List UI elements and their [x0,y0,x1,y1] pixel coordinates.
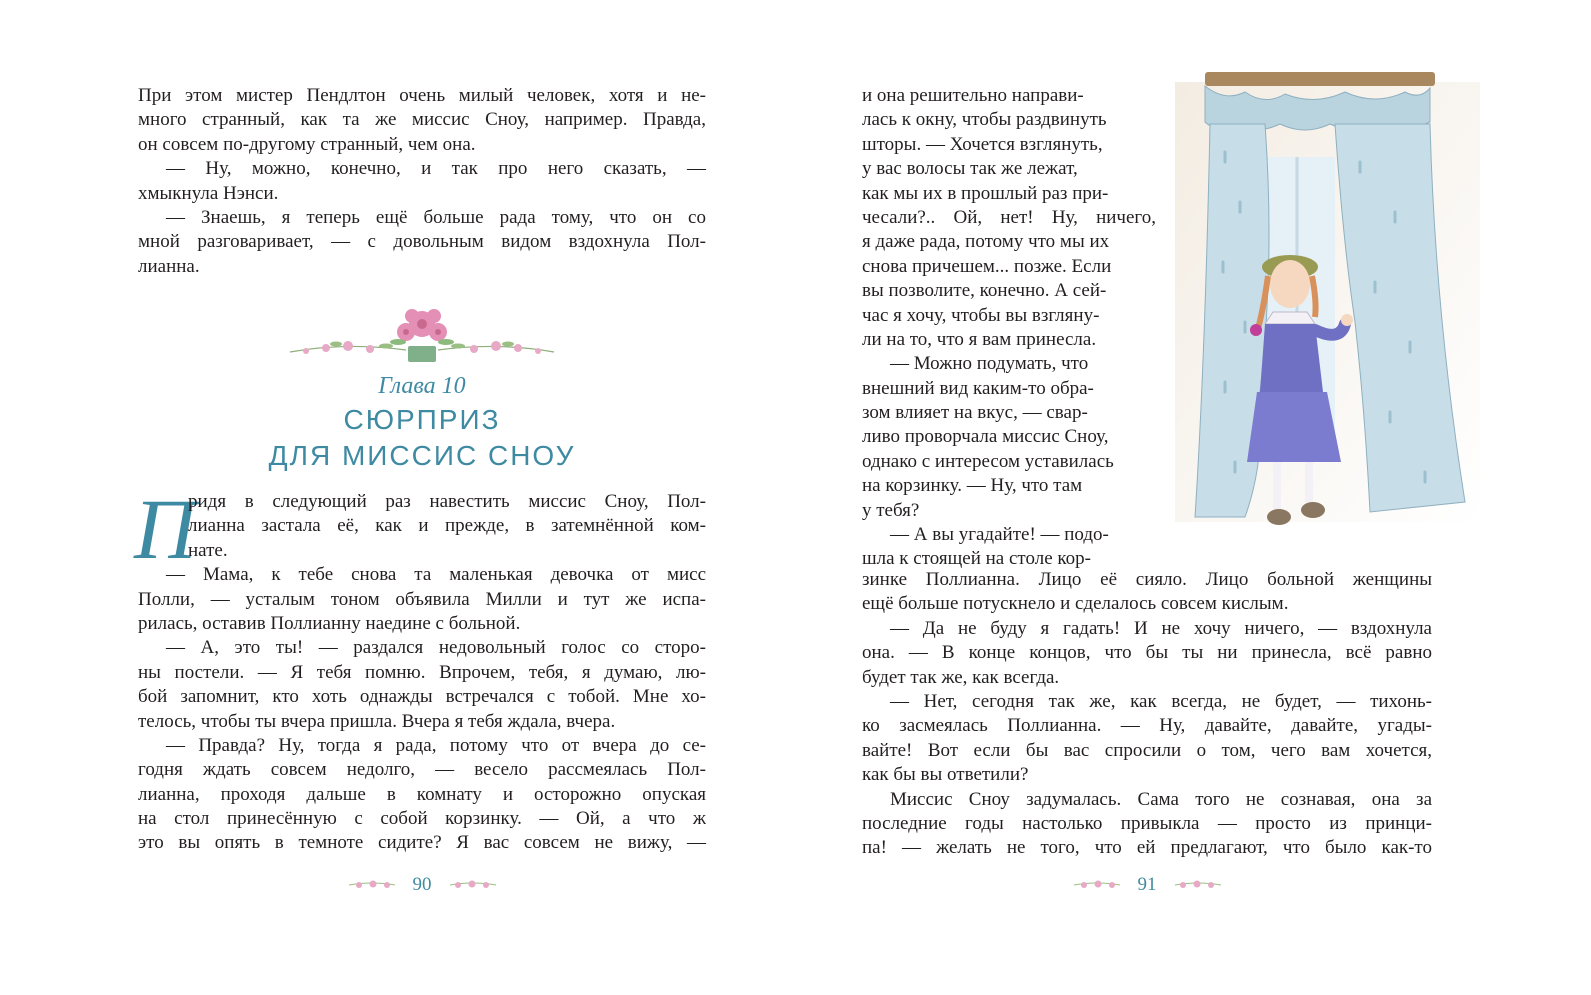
text-line: бой запомнит, кто хоть однажды встречался с тобой. Мне хо- [138,686,706,708]
text-line: — Мама, к тебе снова та маленькая девочка от мисс [166,564,706,586]
text-line: зом влияет на вкус, — свар- [862,402,1088,424]
text-line: ли на то, что я вам принесла. [862,328,1097,350]
text-line: нате. [188,539,228,561]
text-line: и она решительно направи- [862,85,1084,106]
chapter-title-line-2: ДЛЯ МИССИС СНОУ [268,440,576,471]
text-line: Миссис Сноу задумалась. Сама того не сознавая, она за [890,788,1432,810]
text-line: лианна застала её, как и прежде, в затемнённой ком- [188,515,706,537]
text-line: — Можно подумать, что [890,353,1089,375]
text-line: — Ну, можно, конечно, и так про него сказать, — [166,158,706,180]
text-line: на стол принесённую с собой корзинку. — Ой, а что ж [138,808,706,830]
text-line: я даже рада, потому что мы их [862,231,1110,253]
text-line: — Правда? Ну, тогда я рада, потому что от вчера до се- [166,734,706,756]
text-line: хмыкнула Нэнси. [138,182,279,204]
text-line: ны постели. — Я тебя помню. Впрочем, тебя, я думаю, лю- [138,661,706,683]
text-line: чесали?.. Ой, нет! Ну, ничего, [862,206,1156,228]
text-line: па! — желать не того, что ей предлагают, что было как-то [862,837,1432,859]
text-line: будет так же, как всегда. [862,666,1060,688]
right-paragraph-2 [862,568,1432,861]
text-line: лась к окну, чтобы раздвинуть [862,109,1107,131]
text-line: годня ждать совсем недолго, — весело рассмеялась Пол- [138,759,706,781]
text-line: вы позволите, конечно. А сей- [862,280,1107,302]
page-number-90: 90 [412,873,432,895]
text-line: ридя в следующий раз навестить миссис Сноу, Пол- [188,491,706,512]
text-line: вайте! Вот если бы вас спросили о том, чего вам хочется, [862,739,1432,761]
text-line: много странный, как та же миссис Сноу, например. Правда, [138,109,706,131]
drop-cap: П [134,481,197,577]
text-line: зинке Поллианна. Лицо её сияло. Лицо больной женщины [862,569,1432,590]
text-line: — Да не буду я гадать! И не хочу ничего, — вздохнула [890,617,1432,639]
text-line: на корзинку. — Ну, что там [862,475,1083,497]
right-paragraph-1 [862,84,1156,572]
text-line: у тебя? [862,499,920,521]
text-line: последние годы настолько привыкла — просто из принци- [862,812,1432,834]
chapter-label: Глава 10 [378,373,466,399]
text-line: — Знаешь, я теперь ещё больше рада тому, что он со [166,206,706,228]
folio-ornament-icon [1072,878,1122,892]
text-line: шторы. — Хочется взглянуть, [862,133,1103,155]
text-line: внешний вид каким-то обра- [862,377,1094,399]
text-line: однако с интересом уставилась [862,450,1114,472]
text-line: час я хочу, чтобы вы взгляну- [862,304,1100,326]
text-line: она. — В конце концов, что бы ты ни принесла, всё равно [862,642,1432,664]
text-line: ко засмеялась Поллианна. — Ну, давайте, давайте, угады- [862,715,1432,737]
girl-at-window-illustration [1165,62,1485,552]
text-line: это вы опять в темноте сидите? Я вас совсем не вижу, — [138,832,706,854]
text-line: снова причешем... позже. Если [862,255,1112,277]
text-line: — Нет, сегодня так же, как всегда, не будет, — тихонь- [890,690,1432,712]
text-line: — А, это ты! — раздался недовольный голос со сторо- [166,637,706,659]
page-number-right [1047,873,1247,896]
text-line: ещё больше потускнело и сделалось совсем кислым. [862,593,1289,615]
text-line: как мы их в прошлый раз при- [862,182,1109,204]
text-line: лианна, проходя дальше в комнату и осторожно опуская [138,783,706,805]
text-line: он совсем по-другому странный, чем она. [138,133,476,155]
text-line: При этом мистер Пендлтон очень милый человек, хотя и не- [138,85,706,106]
text-line: лианна. [138,255,200,277]
folio-ornament-icon [1173,878,1223,892]
text-line: ливо проворчала миссис Сноу, [862,426,1109,448]
text-line: — А вы угадайте! — подо- [890,524,1109,546]
text-line: как бы вы ответили? [862,764,1029,786]
chapter-title-line-1: СЮРПРИЗ [343,404,501,435]
page-number-91: 91 [1137,873,1157,895]
text-line: шла к стоящей на столе кор- [862,548,1091,570]
text-line: у вас волосы так же лежат, [862,158,1078,180]
text-line: рилась, оставив Поллианну наедине с больной. [138,612,521,634]
text-line: телось, чтобы ты вчера пришла. Вчера я тебя ждала, вчера. [138,710,616,732]
text-line: мной разговаривает, — с довольным видом вздохнула Пол- [138,231,706,253]
text-line: Полли, — усталым тоном объявила Милли и тут же испа- [138,588,706,610]
